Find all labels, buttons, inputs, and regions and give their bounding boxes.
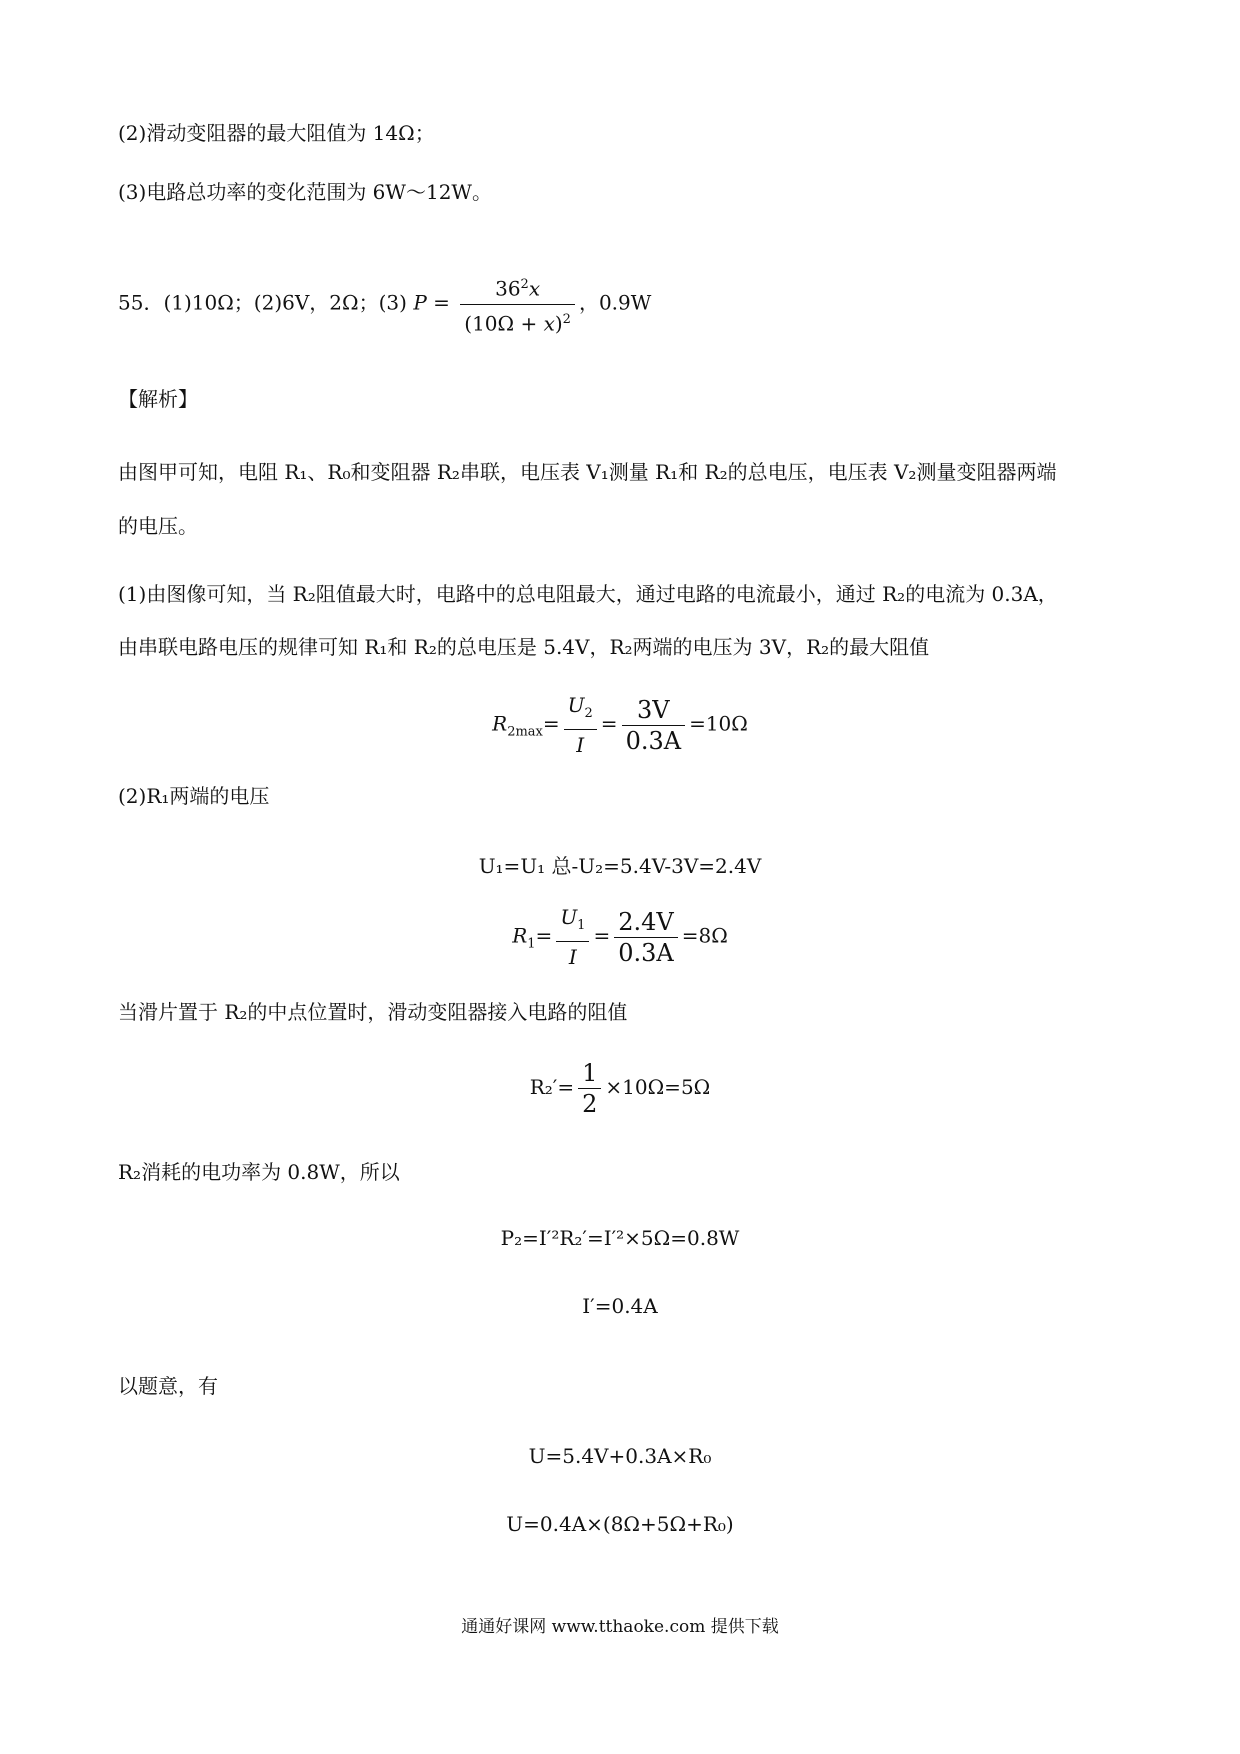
e3-fraction-2 <box>614 907 678 968</box>
q55-den-sup: 2 <box>562 311 571 327</box>
q55-prefix: 55．(1)10Ω；(2)6V，2Ω；(3) <box>118 290 414 315</box>
q55-den-close: ) <box>554 311 563 336</box>
q55-p: P <box>413 290 427 315</box>
equation-p2: P₂=I′²R₂′=I′²×5Ω=0.8W <box>500 1226 740 1250</box>
e1-eq: = <box>542 711 560 736</box>
e1-result: =10Ω <box>689 711 748 736</box>
e3-f2-den: 0.3A <box>618 938 674 967</box>
e1-lhs: R <box>492 711 508 736</box>
e1-f1-den: I <box>576 733 585 757</box>
paragraph-1b: 的电压。 <box>118 514 198 538</box>
e3-lhs: R <box>512 923 528 948</box>
q55-num-sup: 2 <box>520 277 529 292</box>
e1-f1-num-sub: 2 <box>584 706 593 721</box>
e3-result: =8Ω <box>681 923 728 948</box>
e4-den: 2 <box>582 1090 598 1118</box>
q55-suffix: ，0.9W <box>578 290 652 315</box>
e1-fraction-2 <box>622 695 686 756</box>
analysis-heading: 【解析】 <box>118 387 198 411</box>
e4-lhs: R₂′= <box>529 1075 575 1099</box>
q55-num-x: x <box>528 276 541 301</box>
e1-f2-num: 3V <box>622 695 686 726</box>
question-55-answer <box>118 270 651 338</box>
e1-eq2: = <box>600 711 618 736</box>
q55-den-open: (10Ω + <box>464 311 544 336</box>
e3-f2-num: 2.4V <box>614 907 678 938</box>
e1-sub: 2max <box>507 724 543 740</box>
e3-f1-num: U <box>560 905 578 929</box>
paragraph-2b: 由串联电路电压的规律可知 R₁和 R₂的总电压是 5.4V，R₂两端的电压为 3V，R₂的最大阻值 <box>118 635 930 659</box>
e4-fraction <box>578 1058 601 1119</box>
e3-eq: = <box>535 923 553 948</box>
e1-f1-num: U <box>567 693 585 717</box>
e3-f1-num-sub: 1 <box>577 918 586 933</box>
e3-f1-den: I <box>568 945 577 969</box>
paragraph-1a: 由图甲可知，电阻 R₁、R₀和变阻器 R₂串联，电压表 V₁测量 R₁和 R₂的总电压，电压表 V₂测量变阻器两端 <box>118 460 1057 484</box>
paragraph-4: 当滑片置于 R₂的中点位置时，滑动变阻器接入电路的阻值 <box>118 1000 628 1024</box>
e3-sub: 1 <box>527 936 536 952</box>
e4-num: 1 <box>578 1058 601 1089</box>
answer-line-2: (2)滑动变阻器的最大阻值为 14Ω； <box>118 121 435 145</box>
page-footer: 通通好课网 www.tthaoke.com 提供下载 <box>461 1617 779 1637</box>
q55-fraction <box>460 270 575 338</box>
paragraph-2a: (1)由图像可知，当 R₂阻值最大时，电路中的总电阻最大，通过电路的电流最小，通过 R₂的电流为 0.3A， <box>118 582 1058 606</box>
e3-fraction-1 <box>556 902 589 972</box>
equation-u-1: U=5.4V+0.3A×R₀ <box>528 1444 712 1468</box>
q55-num-base: 36 <box>495 276 521 301</box>
e1-f2-den: 0.3A <box>625 726 682 755</box>
equation-r2-prime <box>0 1058 1240 1119</box>
e1-fraction-1 <box>564 690 597 760</box>
equation-r2max <box>0 690 1240 760</box>
answer-line-3: (3)电路总功率的变化范围为 6W～12W。 <box>118 180 492 204</box>
e4-result: ×10Ω=5Ω <box>605 1075 711 1099</box>
q55-eq: = <box>426 290 457 315</box>
equation-i-prime: I′=0.4A <box>582 1294 658 1318</box>
q55-den-x: x <box>543 311 555 336</box>
paragraph-5: R₂消耗的电功率为 0.8W，所以 <box>118 1160 400 1184</box>
e3-eq2: = <box>593 923 611 948</box>
paragraph-3: (2)R₁两端的电压 <box>118 784 270 808</box>
paragraph-6: 以题意，有 <box>118 1374 218 1398</box>
equation-r1 <box>0 902 1240 972</box>
equation-u1: U₁=U₁ 总-U₂=5.4V-3V=2.4V <box>478 854 762 878</box>
equation-u-2: U=0.4A×(8Ω+5Ω+R₀) <box>506 1512 734 1536</box>
